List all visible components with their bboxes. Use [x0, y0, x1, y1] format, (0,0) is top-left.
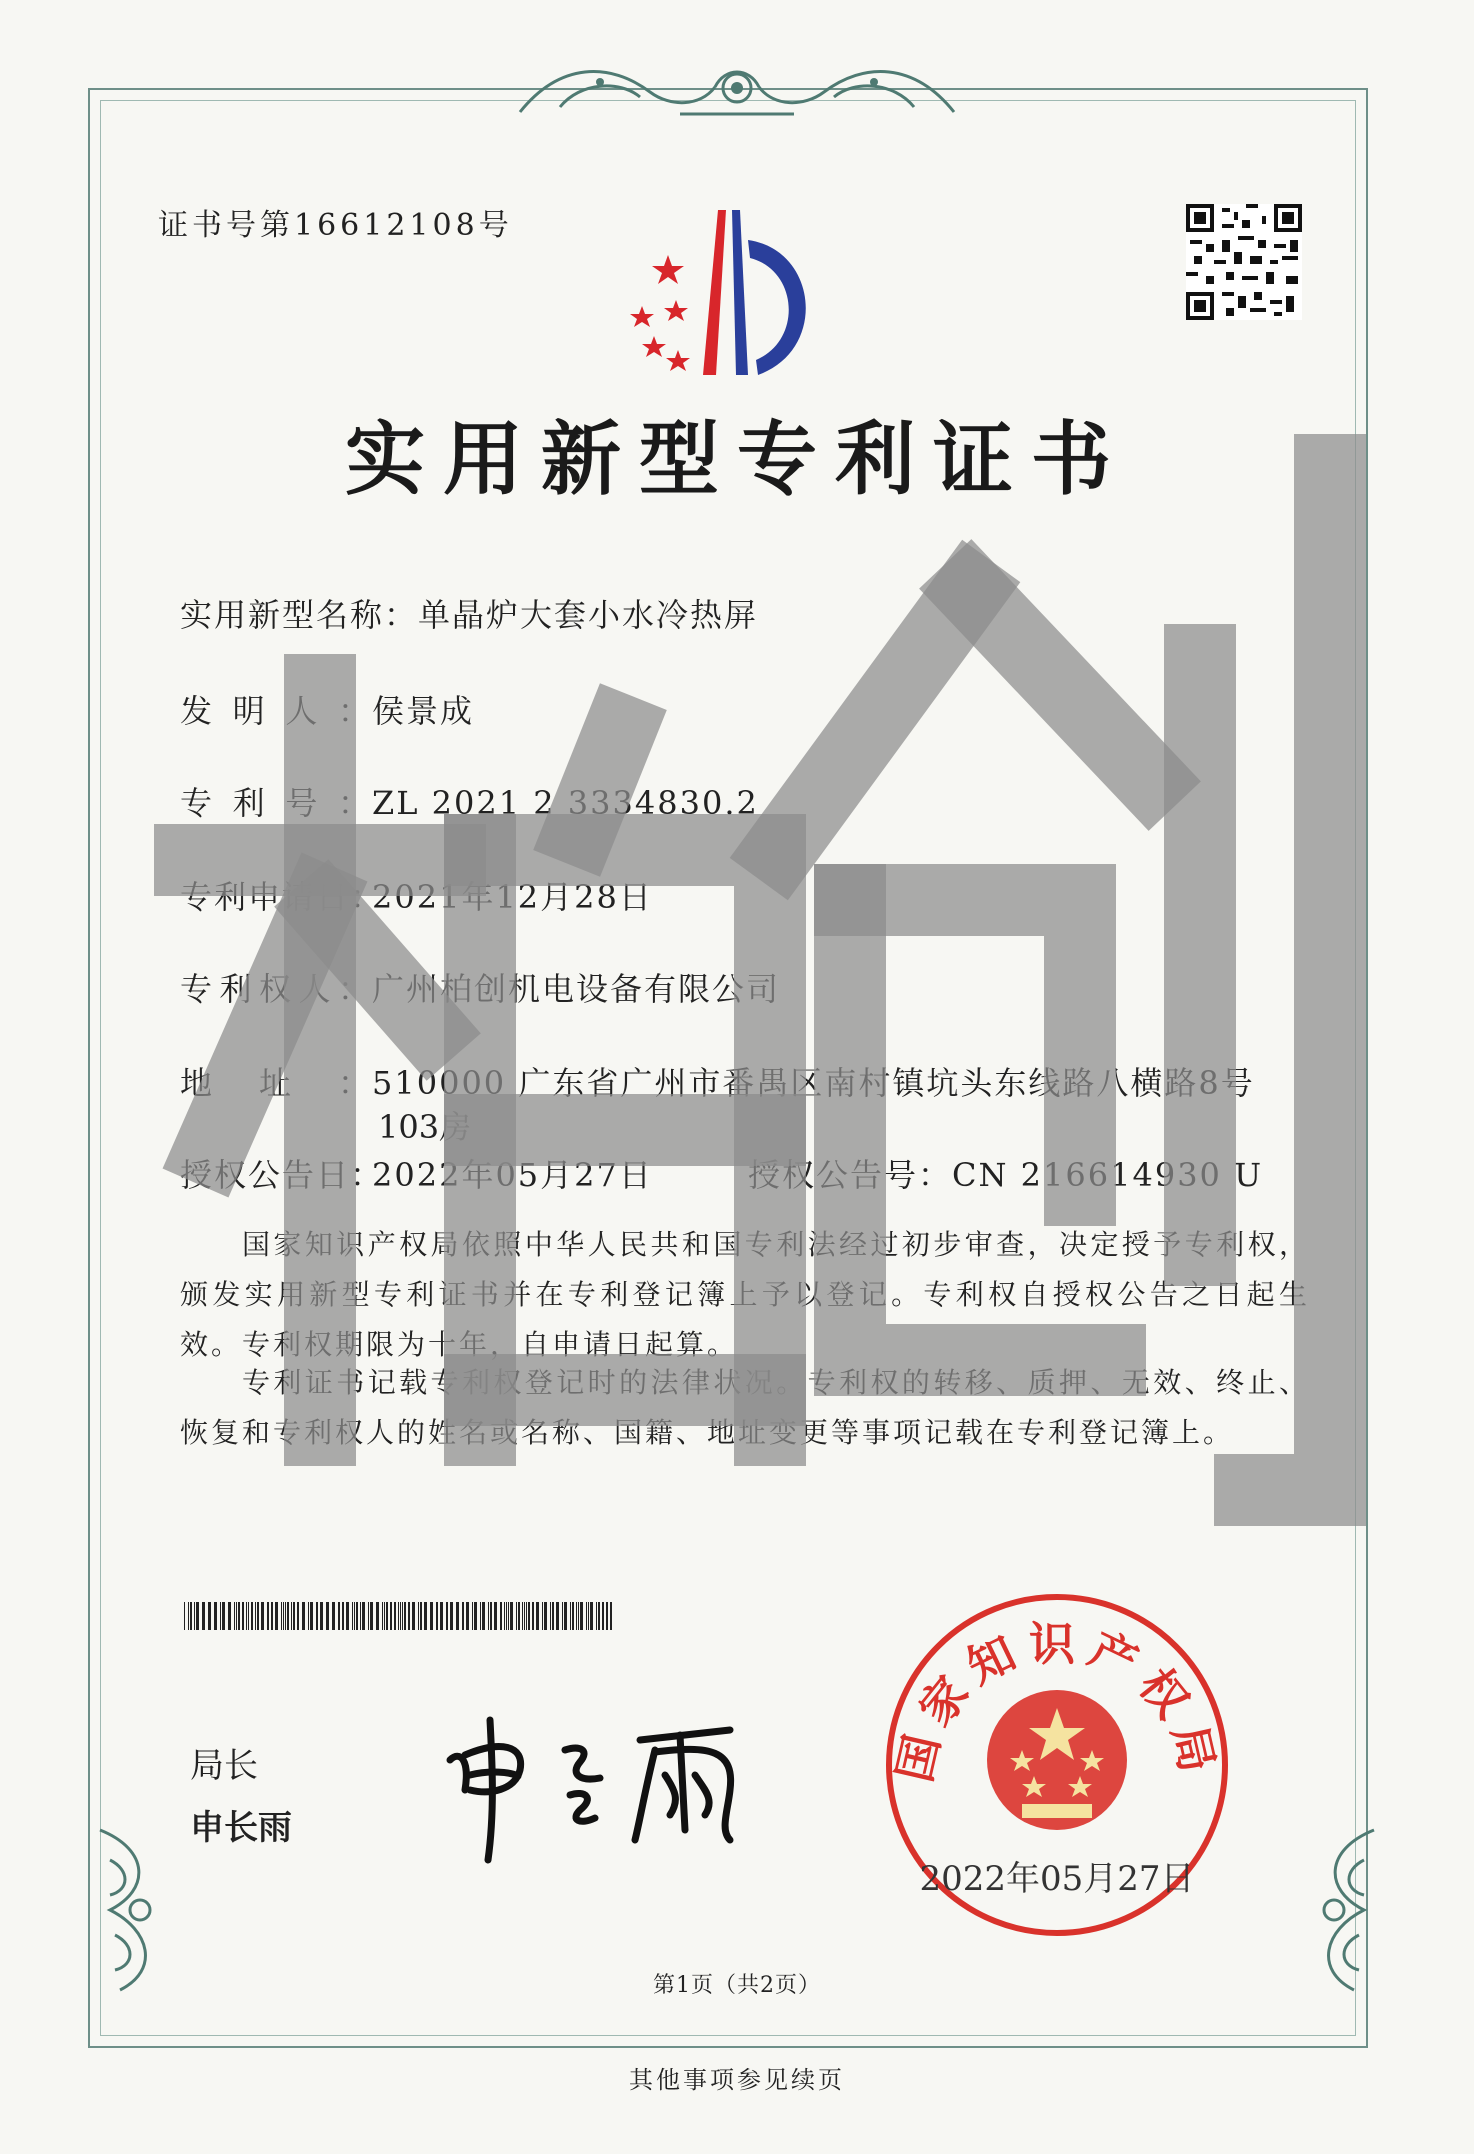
barcode-bar	[356, 1602, 358, 1630]
barcode-bar	[610, 1602, 612, 1630]
barcode-bar	[246, 1602, 247, 1630]
top-ornament	[500, 52, 974, 132]
barcode-bar	[564, 1602, 567, 1630]
inventor-value: 侯景成	[372, 692, 475, 730]
barcode-bar	[482, 1602, 485, 1630]
barcode-bar	[510, 1602, 513, 1630]
seal-text: 国家知识产权局	[886, 1617, 1228, 1787]
barcode-bar	[436, 1602, 438, 1630]
barcode-bar	[524, 1602, 525, 1630]
utility-model-name-value: 单晶炉大套小水冷热屏	[418, 596, 759, 634]
barcode-bar	[283, 1602, 284, 1630]
patent-number-label: 专利号：	[180, 784, 372, 822]
barcode-bar	[552, 1602, 554, 1630]
qr-code	[1186, 204, 1302, 320]
barcode-bar	[526, 1602, 527, 1630]
application-date-label: 专利申请日：	[180, 878, 385, 916]
barcode-bar	[214, 1602, 217, 1630]
barcode-bar	[346, 1602, 349, 1630]
barcode-bar	[430, 1602, 433, 1630]
barcode-bar	[450, 1602, 453, 1630]
barcode-bar	[308, 1602, 309, 1630]
patent-number-value: ZL 2021 2 3334830.2	[372, 784, 759, 822]
page-indicator: 第1页（共2页）	[653, 1973, 821, 1998]
grant-date-row	[180, 1150, 653, 1196]
barcode	[184, 1602, 614, 1630]
barcode-bar	[332, 1602, 335, 1630]
barcode-bar	[285, 1602, 286, 1630]
barcode-bar	[234, 1602, 235, 1630]
barcode-bar	[576, 1602, 577, 1630]
barcode-bar	[598, 1602, 600, 1630]
barcode-bar	[466, 1602, 469, 1630]
grant-date-value: 2022年05月27日	[372, 1156, 653, 1194]
barcode-bar	[506, 1602, 507, 1630]
grant-number-row	[748, 1150, 1263, 1196]
address-value: 510000 广东省广州市番禺区南村镇坑头东线路八横路8号	[372, 1064, 1255, 1102]
barcode-bar	[462, 1602, 464, 1630]
barcode-bar	[424, 1602, 427, 1630]
barcode-bar	[228, 1602, 231, 1630]
barcode-bar	[418, 1602, 419, 1630]
barcode-bar	[287, 1602, 289, 1630]
barcode-bar	[398, 1602, 399, 1630]
barcode-bar	[504, 1602, 505, 1630]
address-label: 地址：	[180, 1064, 372, 1102]
barcode-bar	[267, 1602, 269, 1630]
barcode-bar	[570, 1602, 571, 1630]
barcode-bar	[586, 1602, 587, 1630]
barcode-bar	[544, 1602, 547, 1630]
barcode-bar	[446, 1602, 448, 1630]
barcode-bar	[390, 1602, 392, 1630]
patentee-row	[180, 964, 780, 1010]
barcode-bar	[281, 1602, 282, 1630]
inventor-label: 发明人：	[180, 692, 372, 730]
grant-date-label: 授权公告日：	[180, 1156, 385, 1194]
barcode-bar	[220, 1602, 221, 1630]
barcode-bar	[257, 1602, 259, 1630]
barcode-bar	[194, 1602, 195, 1630]
utility-model-name-label: 实用新型名称：	[180, 596, 419, 634]
statement-paragraph-1: 国家知识产权局依照中华人民共和国专利法经过初步审查，决定授予专利权，颁发实用新型专利证书并在专利登记簿上予以登记。专利权自授权公告之日起生效。专利权期限为十年，自申请日起算。	[180, 1228, 1310, 1361]
barcode-bar	[326, 1602, 329, 1630]
barcode-bar	[494, 1602, 497, 1630]
barcode-bar	[578, 1602, 579, 1630]
barcode-bar	[562, 1602, 563, 1630]
barcode-bar	[297, 1602, 299, 1630]
address-value-line2: 103房	[378, 1108, 472, 1146]
barcode-bar	[320, 1602, 323, 1630]
barcode-bar	[236, 1602, 237, 1630]
barcode-bar	[293, 1602, 295, 1630]
barcode-bar	[602, 1602, 604, 1630]
barcode-bar	[271, 1602, 273, 1630]
barcode-bar	[238, 1602, 240, 1630]
patentee-label: 专利权人：	[180, 970, 372, 1008]
barcode-bar	[516, 1602, 517, 1630]
grant-number-value: CN 216614930 U	[952, 1156, 1264, 1194]
barcode-bar	[580, 1602, 583, 1630]
barcode-bar	[261, 1602, 264, 1630]
barcode-bar	[606, 1602, 608, 1630]
barcode-bar	[184, 1602, 185, 1630]
barcode-bar	[518, 1602, 520, 1630]
barcode-bar	[472, 1602, 473, 1630]
barcode-bar	[354, 1602, 355, 1630]
barcode-bar	[251, 1602, 253, 1630]
barcode-bar	[542, 1602, 543, 1630]
application-date-value: 2021年12月28日	[372, 878, 653, 916]
barcode-bar	[291, 1602, 292, 1630]
barcode-bar	[508, 1602, 509, 1630]
barcode-bar	[488, 1602, 489, 1630]
barcode-bar	[370, 1602, 373, 1630]
barcode-bar	[202, 1602, 205, 1630]
barcode-bar	[456, 1602, 459, 1630]
barcode-bar	[402, 1602, 403, 1630]
barcode-bar	[532, 1602, 534, 1630]
seal-date: 2022年05月27日	[919, 1859, 1195, 1899]
barcode-bar	[376, 1602, 379, 1630]
barcode-bar	[310, 1602, 313, 1630]
barcode-bar	[550, 1602, 551, 1630]
barcode-bar	[480, 1602, 481, 1630]
barcode-bar	[342, 1602, 344, 1630]
barcode-bar	[255, 1602, 256, 1630]
barcode-bar	[500, 1602, 502, 1630]
barcode-bar	[208, 1602, 211, 1630]
barcode-bar	[420, 1602, 422, 1630]
director-name: 申长雨	[190, 1808, 292, 1848]
application-date-row	[180, 872, 653, 918]
barcode-bar	[386, 1602, 388, 1630]
footer-note: 其他事项参见续页	[629, 2066, 845, 2094]
barcode-bar	[275, 1602, 278, 1630]
inventor-row	[180, 686, 474, 732]
barcode-bar	[248, 1602, 249, 1630]
barcode-bar	[412, 1602, 415, 1630]
barcode-bar	[368, 1602, 369, 1630]
grant-number-label: 授权公告号：	[748, 1156, 953, 1194]
address-row	[180, 1058, 1255, 1104]
barcode-bar	[196, 1602, 199, 1630]
statement-paragraph-2: 专利证书记载专利权登记时的法律状况。专利权的转移、质押、无效、终止、恢复和专利权人的姓名或名称、国籍、地址变更等事项记载在专利登记簿上。	[180, 1366, 1310, 1449]
barcode-bar	[596, 1602, 597, 1630]
barcode-bar	[242, 1602, 244, 1630]
barcode-bar	[440, 1602, 443, 1630]
barcode-bar	[572, 1602, 574, 1630]
barcode-bar	[362, 1602, 365, 1630]
cnipa-emblem	[608, 200, 848, 390]
barcode-bar	[474, 1602, 477, 1630]
barcode-bar	[190, 1602, 192, 1630]
barcode-bar	[338, 1602, 340, 1630]
barcode-bar	[536, 1602, 539, 1630]
utility-model-name-row	[180, 590, 758, 636]
barcode-bar	[188, 1602, 189, 1630]
barcode-bar	[302, 1602, 305, 1630]
patent-number-row	[180, 778, 759, 824]
barcode-bar	[490, 1602, 492, 1630]
certificate-title: 实用新型专利证书	[345, 412, 1129, 506]
barcode-bar	[528, 1602, 530, 1630]
barcode-bar	[394, 1602, 396, 1630]
barcode-bar	[588, 1602, 589, 1630]
barcode-bar	[400, 1602, 401, 1630]
official-seal	[872, 1590, 1242, 1940]
barcode-bar	[360, 1602, 361, 1630]
patentee-value: 广州柏创机电设备有限公司	[372, 970, 781, 1008]
barcode-bar	[316, 1602, 318, 1630]
barcode-bar	[408, 1602, 410, 1630]
barcode-bar	[384, 1602, 385, 1630]
barcode-bar	[522, 1602, 523, 1630]
barcode-bar	[590, 1602, 593, 1630]
barcode-bar	[404, 1602, 406, 1630]
certificate-number: 证书号第16612108号	[158, 208, 513, 243]
barcode-bar	[222, 1602, 225, 1630]
barcode-bar	[556, 1602, 559, 1630]
director-signature	[430, 1690, 770, 1870]
barcode-bar	[382, 1602, 383, 1630]
director-title: 局长	[190, 1746, 258, 1786]
barcode-bar	[352, 1602, 353, 1630]
